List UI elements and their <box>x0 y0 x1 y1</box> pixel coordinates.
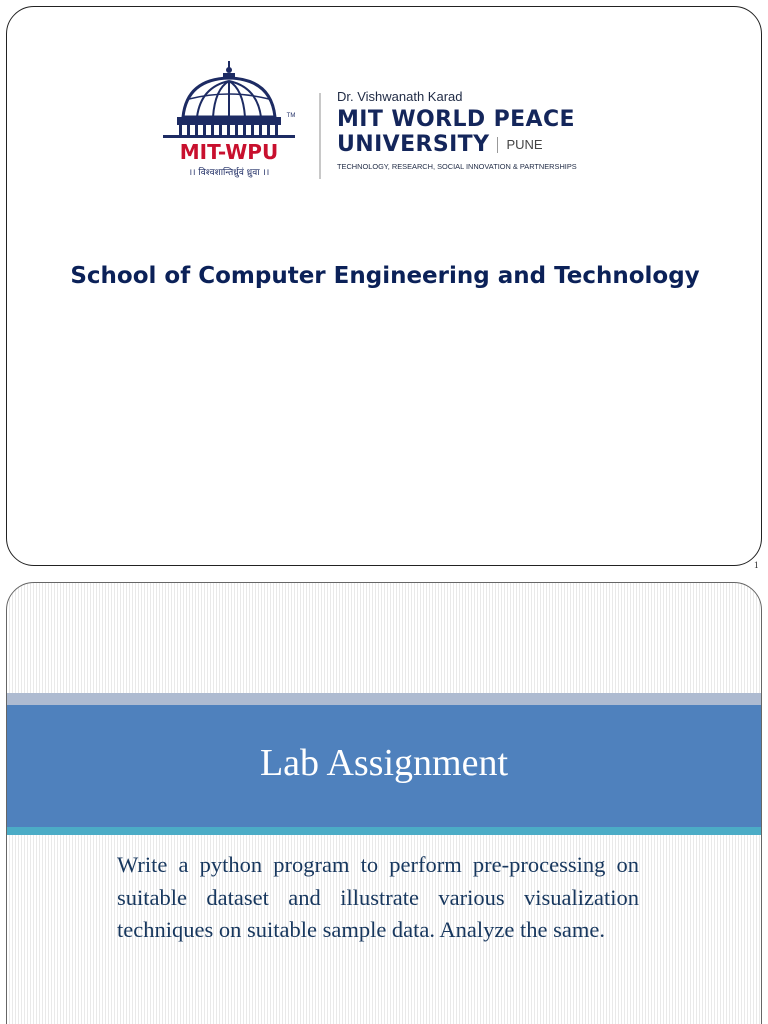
slide-1 <box>6 6 762 566</box>
slide-2 <box>6 582 762 1024</box>
city-label: PUNE <box>497 137 542 153</box>
assignment-body-text: Write a python program to perform pre-processing on suitable dataset and illustrate various visualization techniques on suitable sample data. Analyze the same. <box>117 852 639 942</box>
university-tagline: TECHNOLOGY, RESEARCH, SOCIAL INNOVATION & PARTNERSHIPS <box>337 162 577 171</box>
university-name-block <box>337 89 647 172</box>
title-band-top-stripe <box>7 693 761 705</box>
slide-number: 1 <box>754 560 759 570</box>
emblem-motto: ।। विश्वशान्तिर्ध्रुवं ध्रुवा ।। <box>188 168 270 178</box>
emblem-wordmark: MIT-WPU <box>179 140 279 164</box>
trademark-mark: TM <box>286 113 296 119</box>
university-name-line1: MIT WORLD PEACE <box>337 107 575 132</box>
dome-emblem-icon <box>157 59 301 179</box>
title-band-bottom-stripe <box>7 827 761 835</box>
school-title: School of Computer Engineering and Technology <box>70 263 700 289</box>
founder-line: Dr. Vishwanath Karad <box>337 89 463 104</box>
logo-divider <box>319 93 321 179</box>
university-name-line2-row <box>337 132 647 157</box>
university-logo <box>155 59 635 191</box>
lab-assignment-title: Lab Assignment <box>259 742 509 784</box>
university-name-line2: UNIVERSITY <box>337 132 490 157</box>
